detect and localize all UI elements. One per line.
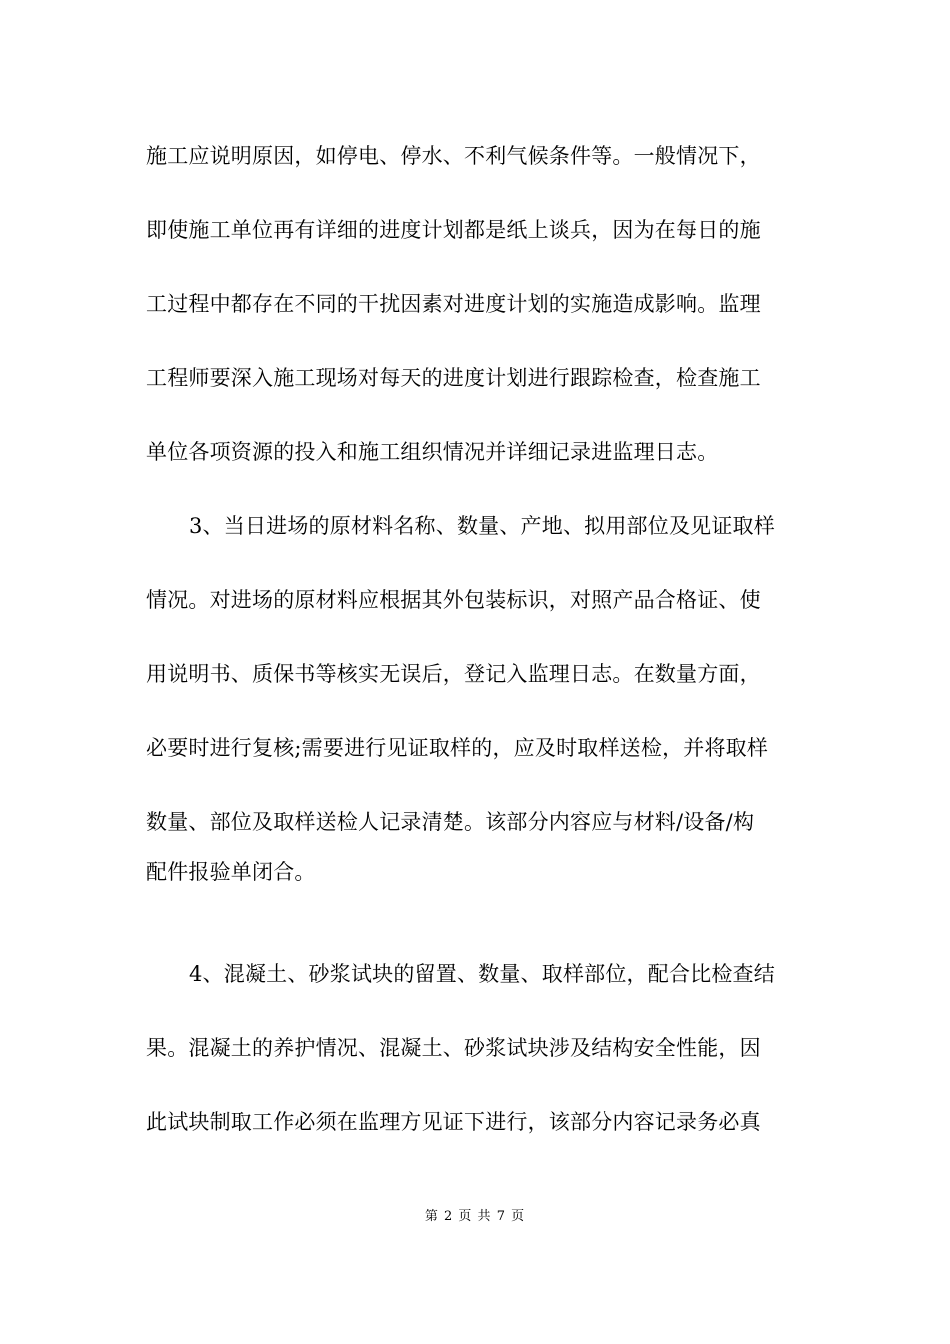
text-line-3: 工过程中都存在不同的干扰因素对进度计划的实施造成影响。监理: [146, 292, 761, 316]
text-line-1: 施工应说明原因，如停电、停水、不利气候条件等。一般情况下，: [146, 144, 761, 168]
text-line-5: 单位各项资源的投入和施工组织情况并详细记录进监理日志。: [146, 440, 719, 464]
text-line-8: 用说明书、质保书等核实无误后，登记入监理日志。在数量方面，: [146, 662, 761, 686]
text-line-4: 工程师要深入施工现场对每天的进度计划进行跟踪检查，检查施工: [146, 366, 761, 390]
text-line-6: 3、当日进场的原材料名称、数量、产地、拟用部位及见证取样: [189, 514, 775, 538]
text-line-10: 数量、部位及取样送检人记录清楚。该部分内容应与材料/设备/构: [146, 810, 755, 834]
text-line-2: 即使施工单位再有详细的进度计划都是纸上谈兵，因为在每日的施: [146, 218, 761, 242]
text-line-9: 必要时进行复核;需要进行见证取样的，应及时取样送检，并将取样: [146, 736, 769, 760]
text-line-11: 配件报验单闭合。: [146, 860, 316, 884]
text-line-14: 此试块制取工作必须在监理方见证下进行，该部分内容记录务必真: [146, 1110, 761, 1134]
page-number-footer: 第 2 页 共 7 页: [424, 1209, 526, 1224]
text-line-12: 4、混凝土、砂浆试块的留置、数量、取样部位，配合比检查结: [189, 962, 775, 986]
text-line-13: 果。混凝土的养护情况、混凝土、砂浆试块涉及结构安全性能，因: [146, 1036, 761, 1060]
text-line-7: 情况。对进场的原材料应根据其外包装标识，对照产品合格证、使: [146, 588, 761, 612]
